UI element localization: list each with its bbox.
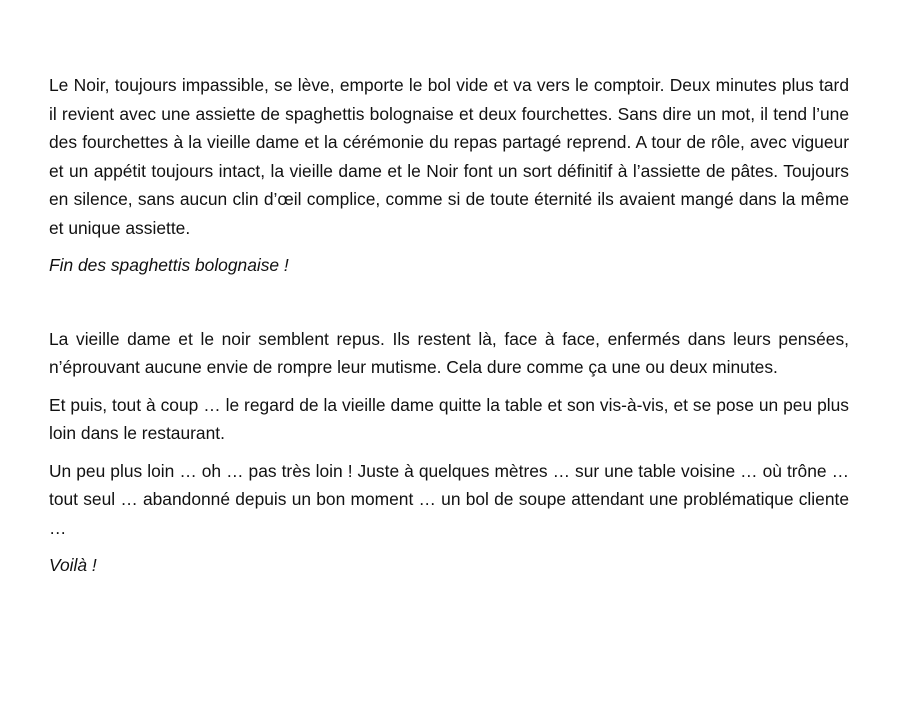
- paragraph-3: La vieille dame et le noir semblent repus. Ils restent là, face à face, enfermés dans leurs pensées, n’éprouvant aucune envie de rompre leur mutisme. Cela dure comme ça une ou deux minutes.: [49, 328, 849, 377]
- paragraph-2-italic: Fin des spaghettis bolognaise !: [49, 255, 289, 275]
- paragraph-5: Un peu plus loin … oh … pas très loin ! Juste à quelques mètres … sur une table voisine … où trône … tout seul … abandonné depuis un bon moment … un bol de soupe attendant une problématique cliente …: [49, 460, 849, 538]
- paragraph-1: Le Noir, toujours impassible, se lève, emporte le bol vide et va vers le comptoir. Deux minutes plus tard il revient avec une assiette de spaghettis bolognaise et deux fourchettes. Sans dire un mot, il tend l’une des fourchettes à la vieille dame et la cérémonie du repas partagé reprend. A tour de rôle, avec vigueur et un appétit toujours intact, la vieille dame et le Noir font un sort définitif à l’assiette de pâtes. Toujours en silence, sans aucun clin d’œil complice, comme si de toute éternité ils avaient mangé dans la même et unique assiette.: [49, 75, 849, 238]
- paragraph-6-italic: Voilà !: [49, 555, 97, 575]
- document-body: [49, 71, 849, 580]
- paragraph-4: Et puis, tout à coup … le regard de la vieille dame quitte la table et son vis-à-vis, et se pose un peu plus loin dans le restaurant.: [49, 394, 849, 443]
